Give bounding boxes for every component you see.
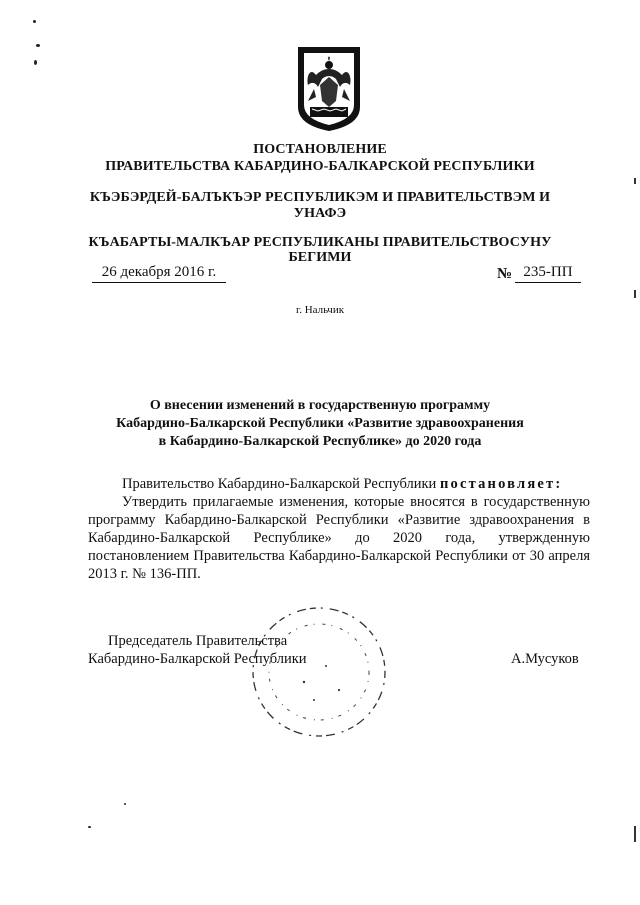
header-title: ПОСТАНОВЛЕНИЕ (253, 142, 387, 157)
decision-paragraph: Утвердить прилагаемые изменения, которые вносятся в государственную программу Кабардино-Балкарской Республики «Развитие здравоохранения в Кабардино-Балкарской Республике» до 2020 года, утвержденную постановлением Правительства Кабардино-Балкарской Республики от 30 апреля 2013 г. № 136-ПП. (88, 494, 590, 582)
document-city: г. Нальчик (295, 304, 345, 316)
scan-edge-mark (634, 178, 636, 184)
scan-speck (33, 20, 36, 23)
signatory-position-2: Кабардино-Балкарской Республики (88, 651, 307, 667)
title-line-3: в Кабардино-Балкарской Республике» до 2020 года (158, 434, 482, 449)
header-subtitle-ru: ПРАВИТЕЛЬСТВА КАБАРДИНО-БАЛКАРСКОЙ РЕСПУБЛИКИ (105, 159, 535, 174)
document-date: 26 декабря 2016 г. (92, 264, 226, 283)
header-line-balkar-2: БЕГИМИ (288, 250, 352, 265)
header-line-kabardian-2: УНАФЭ (293, 206, 347, 221)
decree-word: постановляет: (439, 476, 563, 492)
document-number: 235-ПП (515, 264, 581, 283)
scan-edge-mark (634, 290, 636, 298)
official-stamp (244, 600, 394, 740)
title-line-2: Кабардино-Балкарской Республики «Развитие здравоохранения (116, 416, 524, 431)
signatory-name: А.Мусуков (511, 651, 579, 667)
scan-speck (124, 803, 126, 805)
coat-of-arms-icon (296, 45, 362, 133)
signatory-position-1: Председатель Правительства (108, 633, 288, 649)
scan-speck (88, 826, 91, 828)
preamble-text: Правительство Кабардино-Балкарской Республики (122, 476, 437, 492)
scan-edge-mark (634, 826, 636, 842)
document-title (95, 397, 545, 451)
header-line-kabardian-1: КЪЭБЭРДЕЙ-БАЛЪКЪЭР РЕСПУБЛИКЭМ И ПРАВИТЕЛЬСТВЭМ И (89, 190, 551, 205)
scan-speck (34, 60, 37, 65)
preamble (88, 475, 590, 493)
title-line-1: О внесении изменений в государственную программу (149, 398, 491, 413)
header-line-balkar-1: КЪАБАРТЫ-МАЛКЪАР РЕСПУБЛИКАНЫ ПРАВИТЕЛЬСТВОСУНУ (88, 235, 552, 250)
scan-speck (36, 44, 40, 47)
number-sign: № (497, 266, 513, 282)
